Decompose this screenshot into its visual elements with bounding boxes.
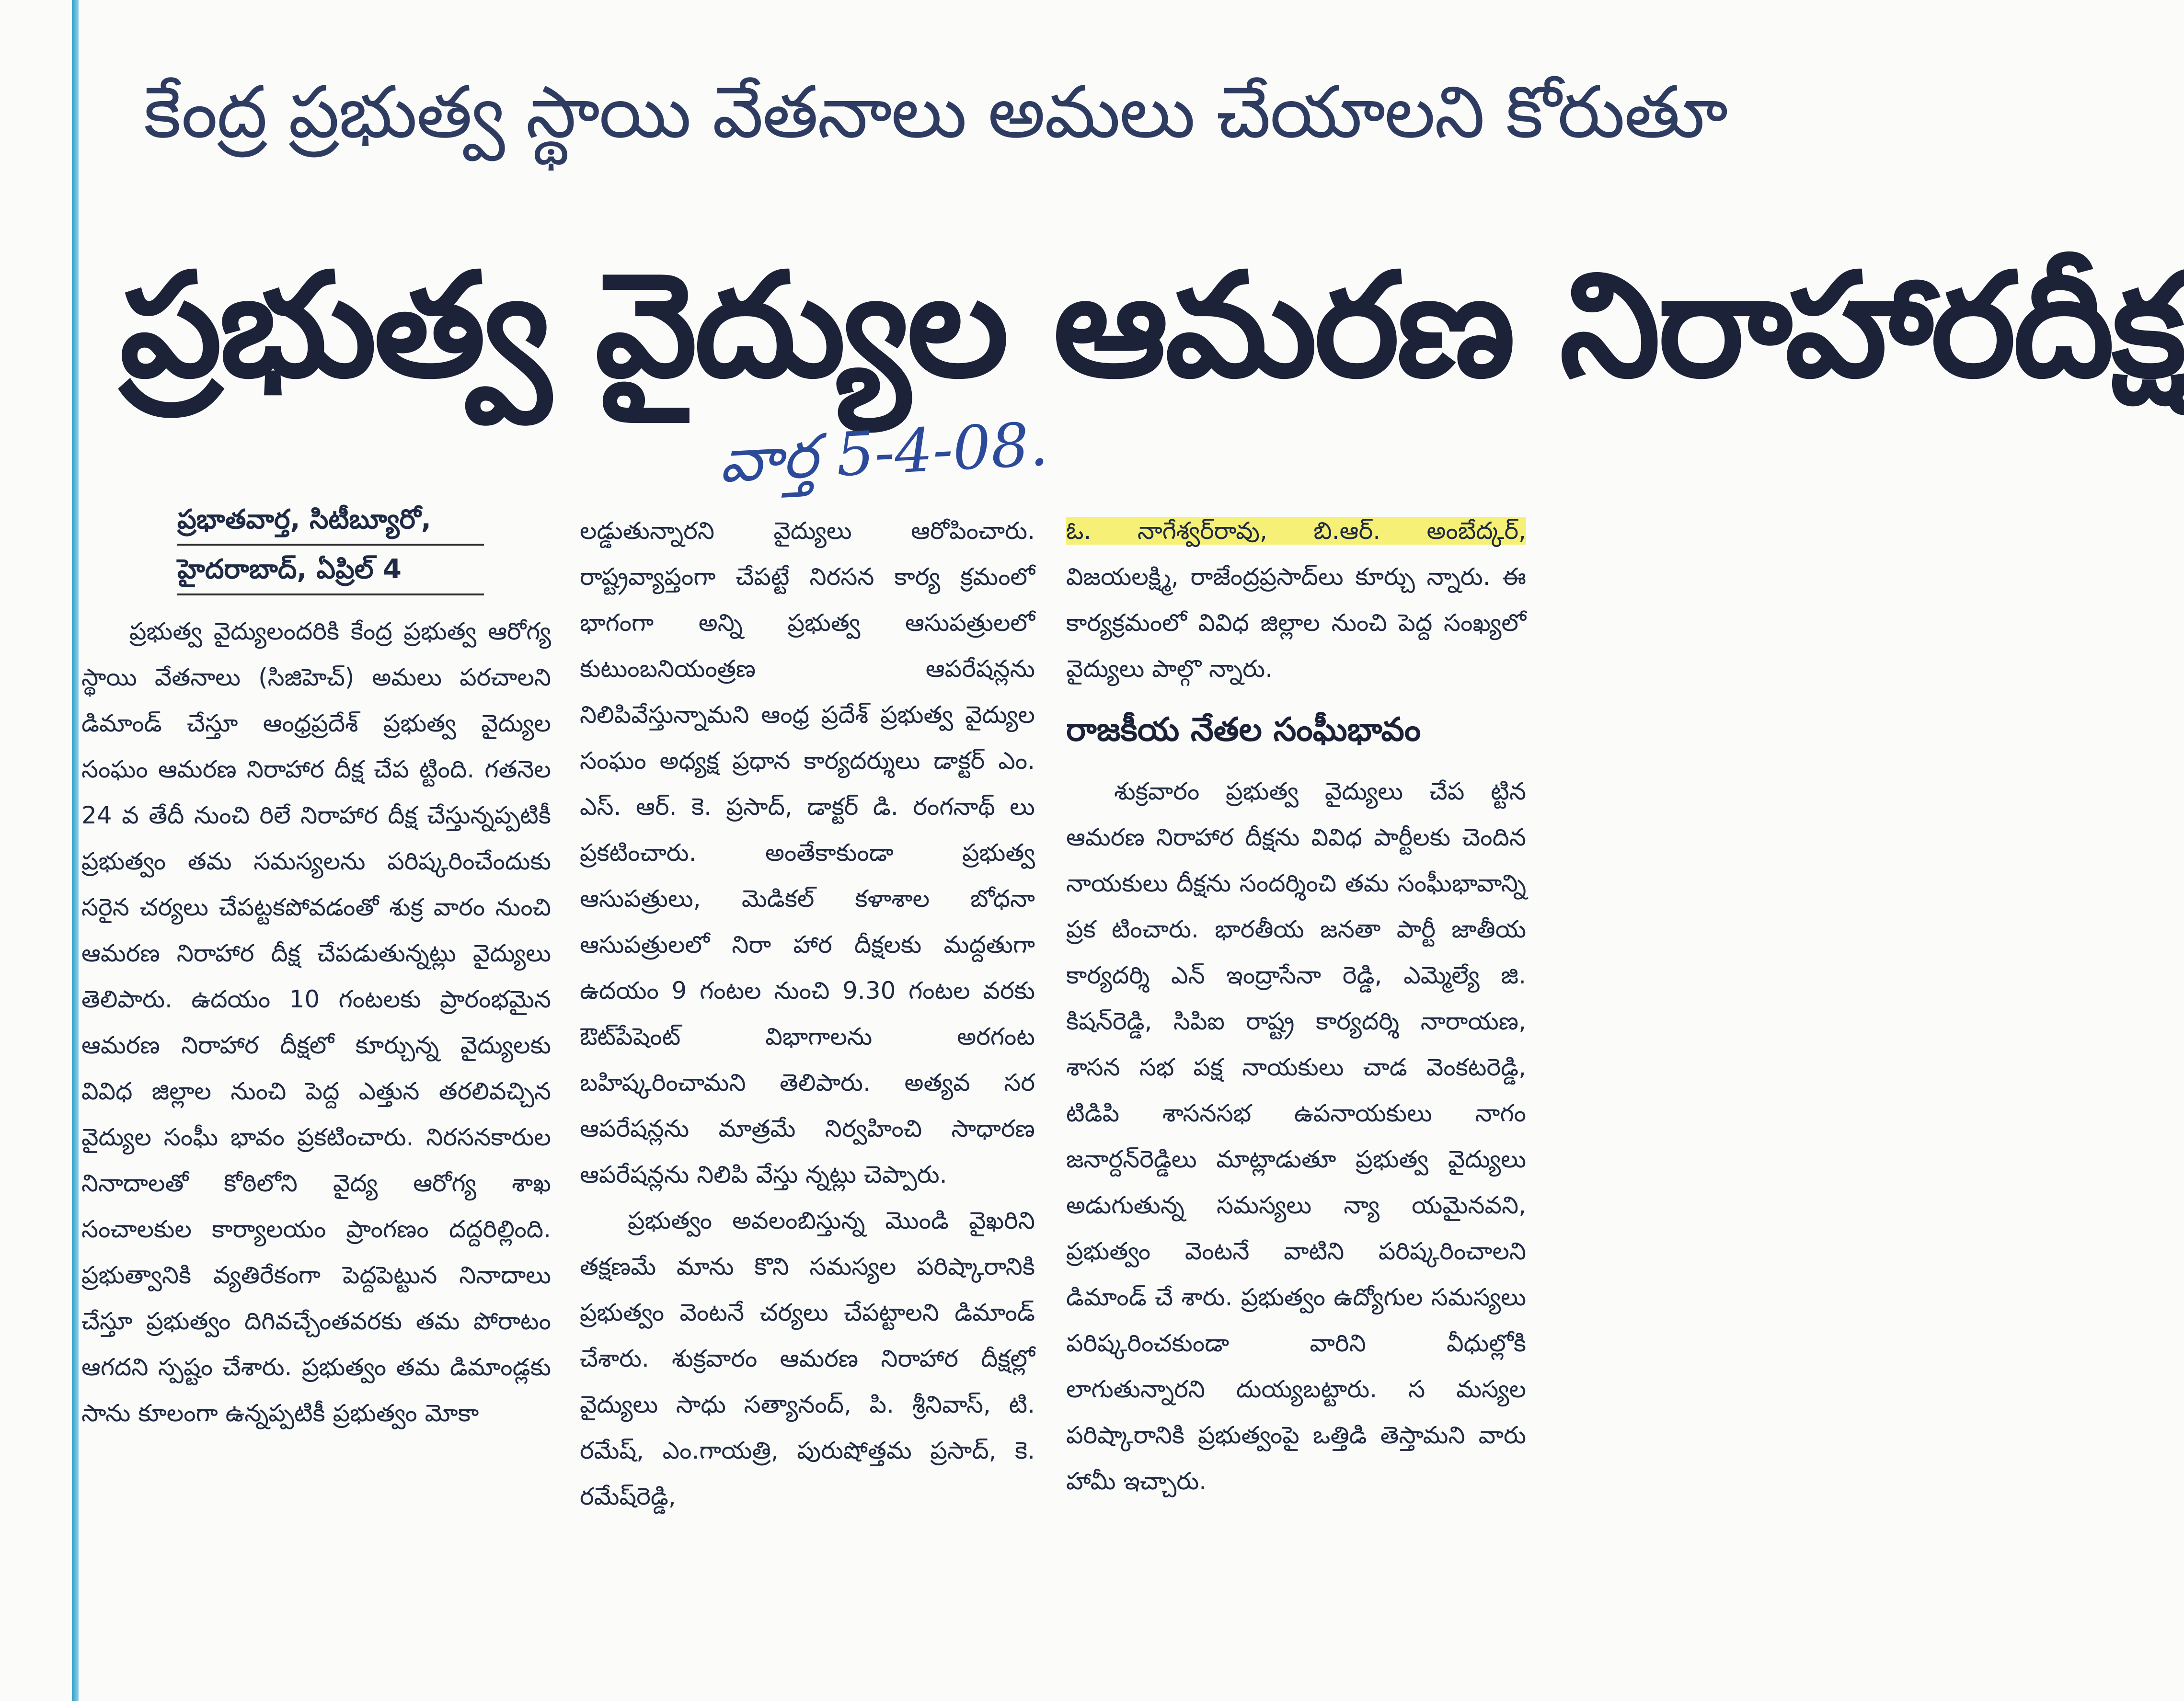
byline-dateline: హైదరాబాద్, ఏప్రిల్ 4	[177, 546, 484, 595]
article-paragraph: ప్రభుత్వ వైద్యులందరికి కేంద్ర ప్రభుత్వ ఆరోగ్య స్థాయి వేతనాలు (సిజిహెచ్) అమలు పరచాలని డిమాండ్ చేస్తూ ఆంధ్రప్రదేశ్ ప్రభుత్వ వైద్యుల సంఘం ఆమరణ నిరాహార దీక్ష చేప ట్టింది. గతనెల 24 వ తేదీ నుంచి రిలే నిరాహార దీక్ష చేస్తున్నప్పటికీ ప్రభుత్వం తమ సమస్యలను పరిష్కరించేందుకు సరైన చర్యలు చేపట్టకపోవడంతో శుక్ర వారం నుంచి ఆమరణ నిరాహార దీక్ష చేపడుతున్నట్లు వైద్యులు తెలిపారు. ఉదయం 10 గంటలకు ప్రారంభమైన ఆమరణ నిరాహార దీక్షలో కూర్చున్న వైద్యులకు వివిధ జిల్లాల నుంచి పెద్ద ఎత్తున తరలివచ్చిన వైద్యుల సంఘీ భావం ప్రకటించారు. నిరసనకారుల నినాదాలతో కోఠిలోని వైద్య ఆరోగ్య శాఖ సంచాలకుల కార్యాలయం ప్రాంగణం దద్దరిల్లింది. ప్రభుత్వానికి వ్యతిరేకంగా పెద్దపెట్టున నినాదాలు చేస్తూ ప్రభుత్వం దిగివచ్చేంతవరకు తమ పోరాటం ఆగదని స్పష్టం చేశారు. ప్రభుత్వం తమ డిమాండ్లకు సాను కూలంగా ఉన్నప్పటికీ ప్రభుత్వం మోకా	[81, 617, 551, 1427]
article-column-1	[81, 608, 551, 1436]
article-column-3	[1066, 508, 1526, 1504]
kicker-headline: కేంద్ర ప్రభుత్వ స్థాయి వేతనాలు అమలు చేయాలని కోరుతూ	[144, 71, 1727, 154]
main-headline: ప్రభుత్వ వైద్యుల ఆమరణ నిరాహారదీక్ష	[120, 242, 2184, 409]
byline-source: ప్రభాతవార్త, సిటీబ్యూరో,	[177, 496, 484, 546]
section-subheading: రాజకీయ నేతల సంఘీభావం	[1066, 711, 1421, 749]
paragraph-text: విజయలక్ష్మి, రాజేంద్రప్రసాద్‌లు కూర్చు న్నారు. ఈ కార్యక్రమంలో వివిధ జిల్లాల నుంచి పెద్ద సంఖ్యలో వైద్యులు పాల్గొ న్నారు.	[1066, 563, 1526, 683]
highlighted-names: ఓ. నాగేశ్వర్‌రావు, బి.ఆర్. అంబేద్కర్,	[1066, 517, 1526, 545]
article-column-2	[580, 508, 1035, 1519]
scan-edge	[72, 0, 79, 1701]
handwritten-date-annotation: వార్త 5-4-08.	[717, 409, 1050, 496]
article-paragraph	[1066, 508, 1526, 692]
article-paragraph: లడ్డుతున్నారని వైద్యులు ఆరోపించారు. రాష్ట్రవ్యాప్తంగా చేపట్టే నిరసన కార్య క్రమంలో భాగంగా అన్ని ప్రభుత్వ ఆసుపత్రులలో కుటుంబనియంత్రణ ఆపరేషన్లను నిలిపివేస్తున్నామని ఆంధ్ర ప్రదేశ్ ప్రభుత్వ వైద్యుల సంఘం అధ్యక్ష ప్రధాన కార్యదర్శులు డాక్టర్ ఎం. ఎస్. ఆర్. కె. ప్రసాద్, డాక్టర్ డి. రంగనాథ్ లు ప్రకటించారు. అంతేకాకుండా ప్రభుత్వ ఆసుపత్రులు, మెడికల్ కళాశాల బోధనా ఆసుపత్రులలో నిరా హార దీక్షలకు మద్దతుగా ఉదయం 9 గంటల నుంచి 9.30 గంటల వరకు ఔట్‌పేషెంట్ విభాగాలను అరగంట బహిష్కరించామని తెలిపారు. అత్యవ సర ఆపరేషన్లను మాత్రమే నిర్వహించి సాధారణ ఆపరేషన్లను నిలిపి వేస్తు న్నట్లు చెప్పారు.	[580, 517, 1035, 1188]
article-paragraph: శుక్రవారం ప్రభుత్వ వైద్యులు చేప ట్టిన ఆమరణ నిరాహార దీక్షను వివిధ పార్టీలకు చెందిన నాయకులు దీక్షను సందర్శించి తమ సంఘీభావాన్ని ప్రక టించారు. భారతీయ జనతా పార్టీ జాతీయ కార్యదర్శి ఎన్ ఇంద్రాసేనా రెడ్డి, ఎమ్మెల్యే జి. కిషన్‌రెడ్డి, సిపిఐ రాష్ట్ర కార్యదర్శి నారాయణ, శాసన సభ పక్ష నాయకులు చాడ వెంకటరెడ్డి, టిడిపి శాసనసభ ఉపనాయకులు నాగం జనార్దన్‌రెడ్డిలు మాట్లాడుతూ ప్రభుత్వ వైద్యులు అడుగుతున్న సమస్యలు న్యా యమైనవని, ప్రభుత్వం వెంటనే వాటిని పరిష్కరించాలని డిమాండ్ చే శారు. ప్రభుత్వం ఉద్యోగుల సమస్యలు పరిష్కరించకుండా వారిని వీధుల్లోకి లాగుతున్నారని దుయ్యబట్టారు. స మస్యల పరిష్కారానికి ప్రభుత్వంపై ఒత్తిడి తెస్తామని వారు హామీ ఇచ్చారు.	[1066, 777, 1526, 1495]
article-paragraph: ప్రభుత్వం అవలంబిస్తున్న మొండి వైఖరిని తక్షణమే మాను కొని సమస్యల పరిష్కారానికి ప్రభుత్వం వెంటనే చర్యలు చేపట్టాలని డిమాండ్ చేశారు. శుక్రవారం ఆమరణ నిరాహార దీక్షల్లో వైద్యులు సాధు సత్యానంద్, పి. శ్రీనివాస్, టి. రమేష్, ఎం.గాయత్రి, పురుషోత్తమ ప్రసాద్, కె. రమేష్‌రెడ్డి,	[580, 1207, 1035, 1510]
byline	[177, 496, 484, 595]
